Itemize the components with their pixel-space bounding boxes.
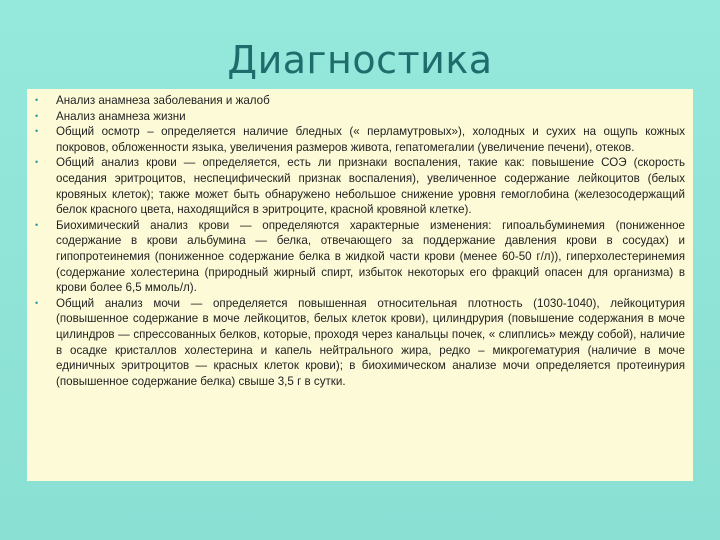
list-item-text: Анализ анамнеза заболевания и жалоб: [56, 94, 270, 107]
bullet-list: [35, 93, 685, 389]
bullet-icon: •: [35, 95, 39, 105]
bullet-icon: •: [35, 297, 39, 308]
list-item: [35, 155, 685, 217]
list-item: [35, 109, 685, 125]
list-item-text: Общий осмотр – определяется наличие бледных (« перламутровых»), холодных и сухих на ощупь кожных покровов, обложенности языка, увеличения размеров живота, гепатомегалии (увеличение печени), отеков.: [56, 125, 685, 154]
list-item: [35, 124, 685, 155]
list-item: [35, 93, 685, 109]
list-item: [35, 296, 685, 390]
content-box: [27, 89, 693, 481]
slide-title: Диагностика: [227, 38, 493, 82]
list-item-text: Общий анализ мочи — определяется повышенная относительная плотность (1030-1040), лейкоцитурия (повышенное содержание в моче лейкоцитов, белых клеток крови), цилиндрурия (повышение содержания в моче цилиндров — спрессованных белков, которые, проходя через канальцы почек, « слиплись» между собой), наличие в осадке кристаллов холестерина и капель нейтрального жира, редко – микрогематурия (наличие в моче единичных эритроцитов — красных клеток крови); в биохимическом анализе мочи определяется протеинурия (повышенное содержание белка) свыше 3,5 г в сутки.: [56, 296, 685, 388]
bullet-icon: •: [35, 157, 39, 168]
list-item-text: Общий анализ крови — определяется, есть ли признаки воспаления, такие как: повышение СОЭ (скорость оседания эритроцитов, неспецифический признак воспаления), увеличенное содержание лейкоцитов (белых кровяных клеток); также может быть обнаружено небольшое снижение уровня гемоглобина (железосодержащий белок красного цвета, находящийся в эритроците, красной кровяной клетке).: [56, 156, 685, 217]
list-item: [35, 218, 685, 296]
list-item-text: Анализ анамнеза жизни: [56, 109, 186, 123]
bullet-icon: •: [35, 110, 39, 121]
bullet-icon: •: [35, 219, 39, 230]
list-item-text: Биохимический анализ крови — определяются характерные изменения: гипоальбуминемия (пониженное содержание в крови альбумина — белка, отвечающего за поддержание давления крови в сосудах) и гипопротеинемия (пониженное содержание белка в жидкой части крови (менее 60-50 г/л)), гиперхолестеринемия (содержание холестерина (природный жирный спирт, избыток некоторых его фракций опасен для организма) в крови более 6,5 ммоль/л).: [56, 218, 685, 295]
bullet-icon: •: [35, 126, 39, 137]
